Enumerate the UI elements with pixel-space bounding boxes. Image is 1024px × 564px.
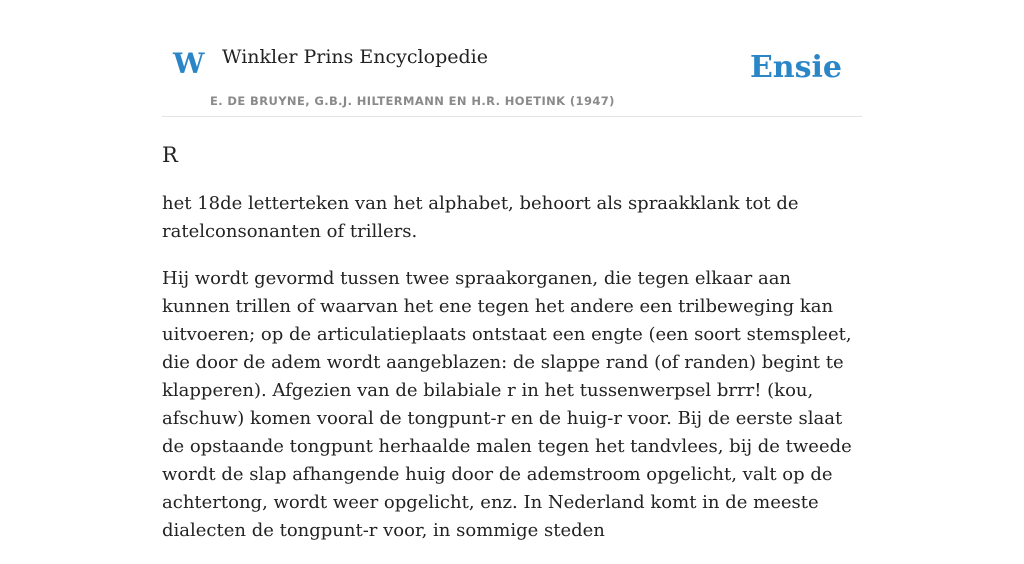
logo-icon[interactable]: W (173, 47, 205, 80)
article-content (162, 140, 862, 564)
entry-title: R (162, 143, 178, 167)
site-title[interactable]: Winkler Prins Encyclopedie (222, 46, 488, 68)
site-subtitle: E. DE BRUYNE, G.B.J. HILTERMANN EN H.R. HOETINK (1947) (210, 94, 615, 108)
article-paragraph-2: Hij wordt gevormd tussen twee spraakorganen, die tegen elkaar aan kunnen trillen of waarvan het ene tegen het andere een trilbeweging kan uitvoeren; op de articulatieplaats ontstaat een engte (een soort stemspleet, die door de adem wordt aangeblazen: de slappe rand (of randen) begint te klapperen). Afgezien van de bilabiale r in het tussenwerpsel brrr! (kou, afschuw) komen vooral de tongpunt-r en de huig-r voor. Bij de eerste slaat de opstaande tongpunt herhaalde malen tegen het tandvlees, bij de tweede wordt de slap afhangende huig door de ademstroom opgelicht, valt op de achtertong, wordt weer opgelicht, enz. In Nederland komt in de meeste dialecten de tongpunt-r voor, in sommige steden (162, 268, 852, 541)
site-header (162, 0, 862, 117)
brand-logo-link[interactable]: Ensie (749, 50, 842, 85)
article-paragraph-1: het 18de letterteken van het alphabet, behoort als spraakklank tot de ratelconsonanten of trillers. (162, 193, 799, 242)
